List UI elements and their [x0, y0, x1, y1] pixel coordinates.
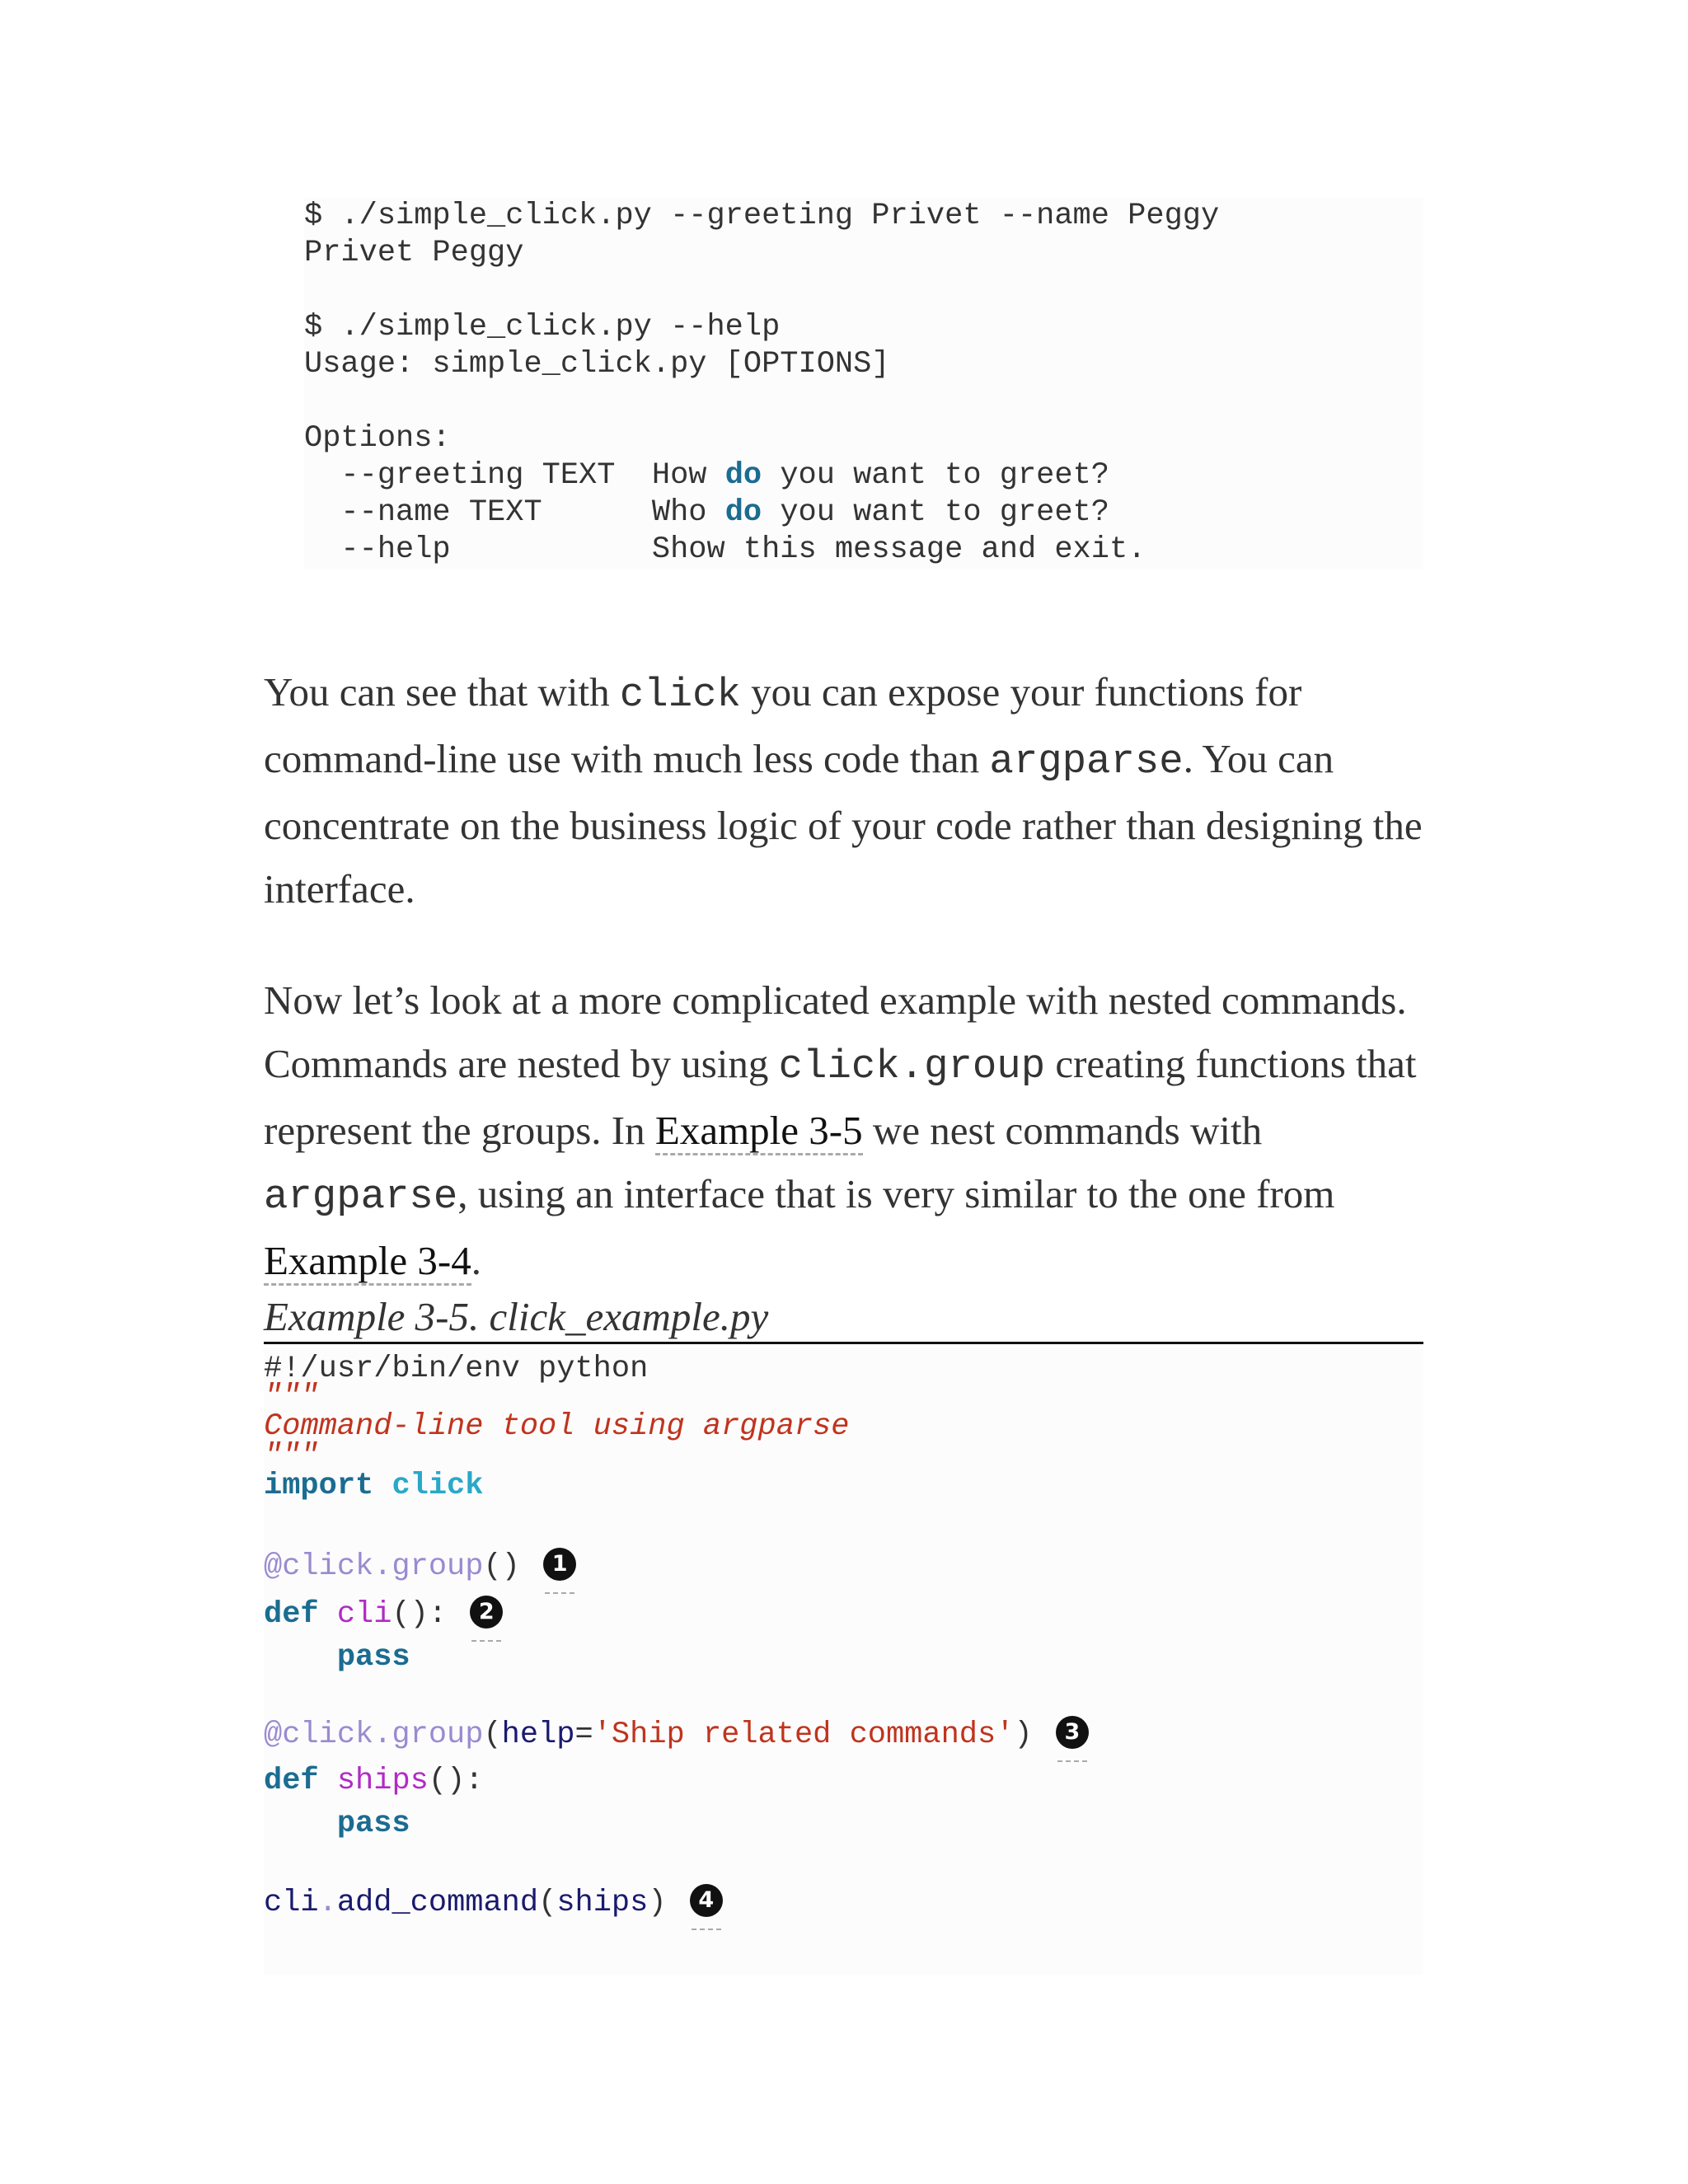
- terminal-line: $ ./simple_click.py --greeting Privet --name Peggy: [304, 199, 1220, 233]
- code-keyword: import: [264, 1469, 374, 1503]
- code-punct: ): [648, 1886, 667, 1920]
- code-line-import: [264, 1465, 483, 1507]
- code-string: 'Ship related commands': [593, 1718, 1015, 1752]
- code-function-name: cli: [318, 1597, 392, 1632]
- code-punct: ():: [392, 1597, 448, 1632]
- example-3-5-link[interactable]: Example 3-5: [655, 1108, 863, 1155]
- option-flag: --greeting TEXT: [304, 458, 652, 493]
- inline-code: click.group: [778, 1043, 1046, 1090]
- paragraph-text: you can expose your functions for command-line use with much less code than: [264, 669, 1302, 781]
- option-text: you want to greet?: [762, 495, 1109, 530]
- inline-code: argparse: [989, 738, 1184, 785]
- body-paragraph: [264, 660, 1426, 921]
- code-identifier: ships: [556, 1886, 649, 1920]
- paragraph-text: creating functions that represent the groups. In: [264, 1041, 1417, 1153]
- option-flag: --name TEXT: [304, 495, 652, 530]
- example-3-4-link[interactable]: Example 3-4: [264, 1238, 471, 1286]
- code-decorator: @click.group: [264, 1718, 484, 1752]
- code-line-def-ships: [264, 1760, 483, 1802]
- terminal-line: $ ./simple_click.py --help: [304, 310, 781, 344]
- terminal-option-name: [304, 494, 1423, 532]
- code-punct: .: [318, 1886, 337, 1920]
- code-identifier: cli: [264, 1886, 319, 1920]
- code-line-decorator-ships: [264, 1714, 1089, 1755]
- paragraph-text: we nest commands with: [862, 1108, 1263, 1153]
- paragraph-text: , using an interface that is very similar to the one from: [457, 1171, 1335, 1216]
- code-punct: ): [1014, 1718, 1033, 1752]
- code-keyword: def: [264, 1597, 319, 1632]
- paragraph-text: You can see that with: [264, 669, 620, 715]
- code-line-pass: pass: [264, 1807, 410, 1841]
- terminal-line: Options:: [304, 421, 451, 456]
- code-line-docstring-quote: """: [264, 1380, 319, 1414]
- code-punct: (): [483, 1549, 520, 1584]
- code-punct: (: [538, 1886, 557, 1920]
- code-line-pass: pass: [264, 1640, 410, 1675]
- option-keyword: do: [724, 495, 762, 530]
- option-text: you want to greet?: [762, 458, 1109, 493]
- code-identifier: add_command: [336, 1886, 539, 1920]
- paragraph-text: .: [471, 1238, 481, 1283]
- code-line-decorator-cli: [264, 1546, 576, 1587]
- terminal-line: Usage: simple_click.py [OPTIONS]: [304, 347, 890, 382]
- callout-1-icon[interactable]: 1: [543, 1548, 576, 1581]
- code-listing: [264, 1348, 1423, 1975]
- body-paragraph: [264, 968, 1426, 1292]
- option-flag: --help: [304, 532, 652, 567]
- code-line-def-cli: [264, 1594, 503, 1635]
- code-line-add-command: [264, 1882, 723, 1924]
- paragraph-text: Now let’s look at a more complicated example with nested commands. Commands are nested by using: [264, 977, 1407, 1086]
- callout-3-icon[interactable]: 3: [1056, 1716, 1089, 1749]
- code-function-name: ships: [318, 1764, 429, 1798]
- code-punct: =: [574, 1718, 593, 1752]
- code-module: click: [373, 1469, 484, 1503]
- option-text: Show this message and exit.: [651, 532, 1146, 567]
- callout-4-icon[interactable]: 4: [690, 1884, 723, 1917]
- code-line-docstring-quote: """: [264, 1439, 319, 1474]
- code-param: help: [501, 1718, 575, 1752]
- code-line-docstring: Command-line tool using argparse: [264, 1409, 850, 1444]
- terminal-output-block: [304, 198, 1423, 569]
- terminal-option-help: [304, 532, 1423, 569]
- example-caption: Example 3-5. click_example.py: [264, 1292, 1423, 1344]
- inline-code: argparse: [264, 1174, 458, 1220]
- option-text: Who: [651, 495, 725, 530]
- terminal-line: Privet Peggy: [304, 236, 524, 270]
- option-text: How: [651, 458, 725, 493]
- code-keyword: def: [264, 1764, 319, 1798]
- inline-code: click: [619, 672, 741, 718]
- paragraph-text: . You can concentrate on the business logic of your code rather than designing the interface.: [264, 736, 1423, 912]
- code-punct: ():: [428, 1764, 484, 1798]
- code-decorator: @click.group: [264, 1549, 484, 1584]
- option-keyword: do: [724, 458, 762, 493]
- code-line-shebang: #!/usr/bin/env python: [264, 1352, 649, 1386]
- terminal-option-greeting: [304, 457, 1423, 494]
- callout-2-icon[interactable]: 2: [470, 1596, 503, 1629]
- code-punct: (: [483, 1718, 502, 1752]
